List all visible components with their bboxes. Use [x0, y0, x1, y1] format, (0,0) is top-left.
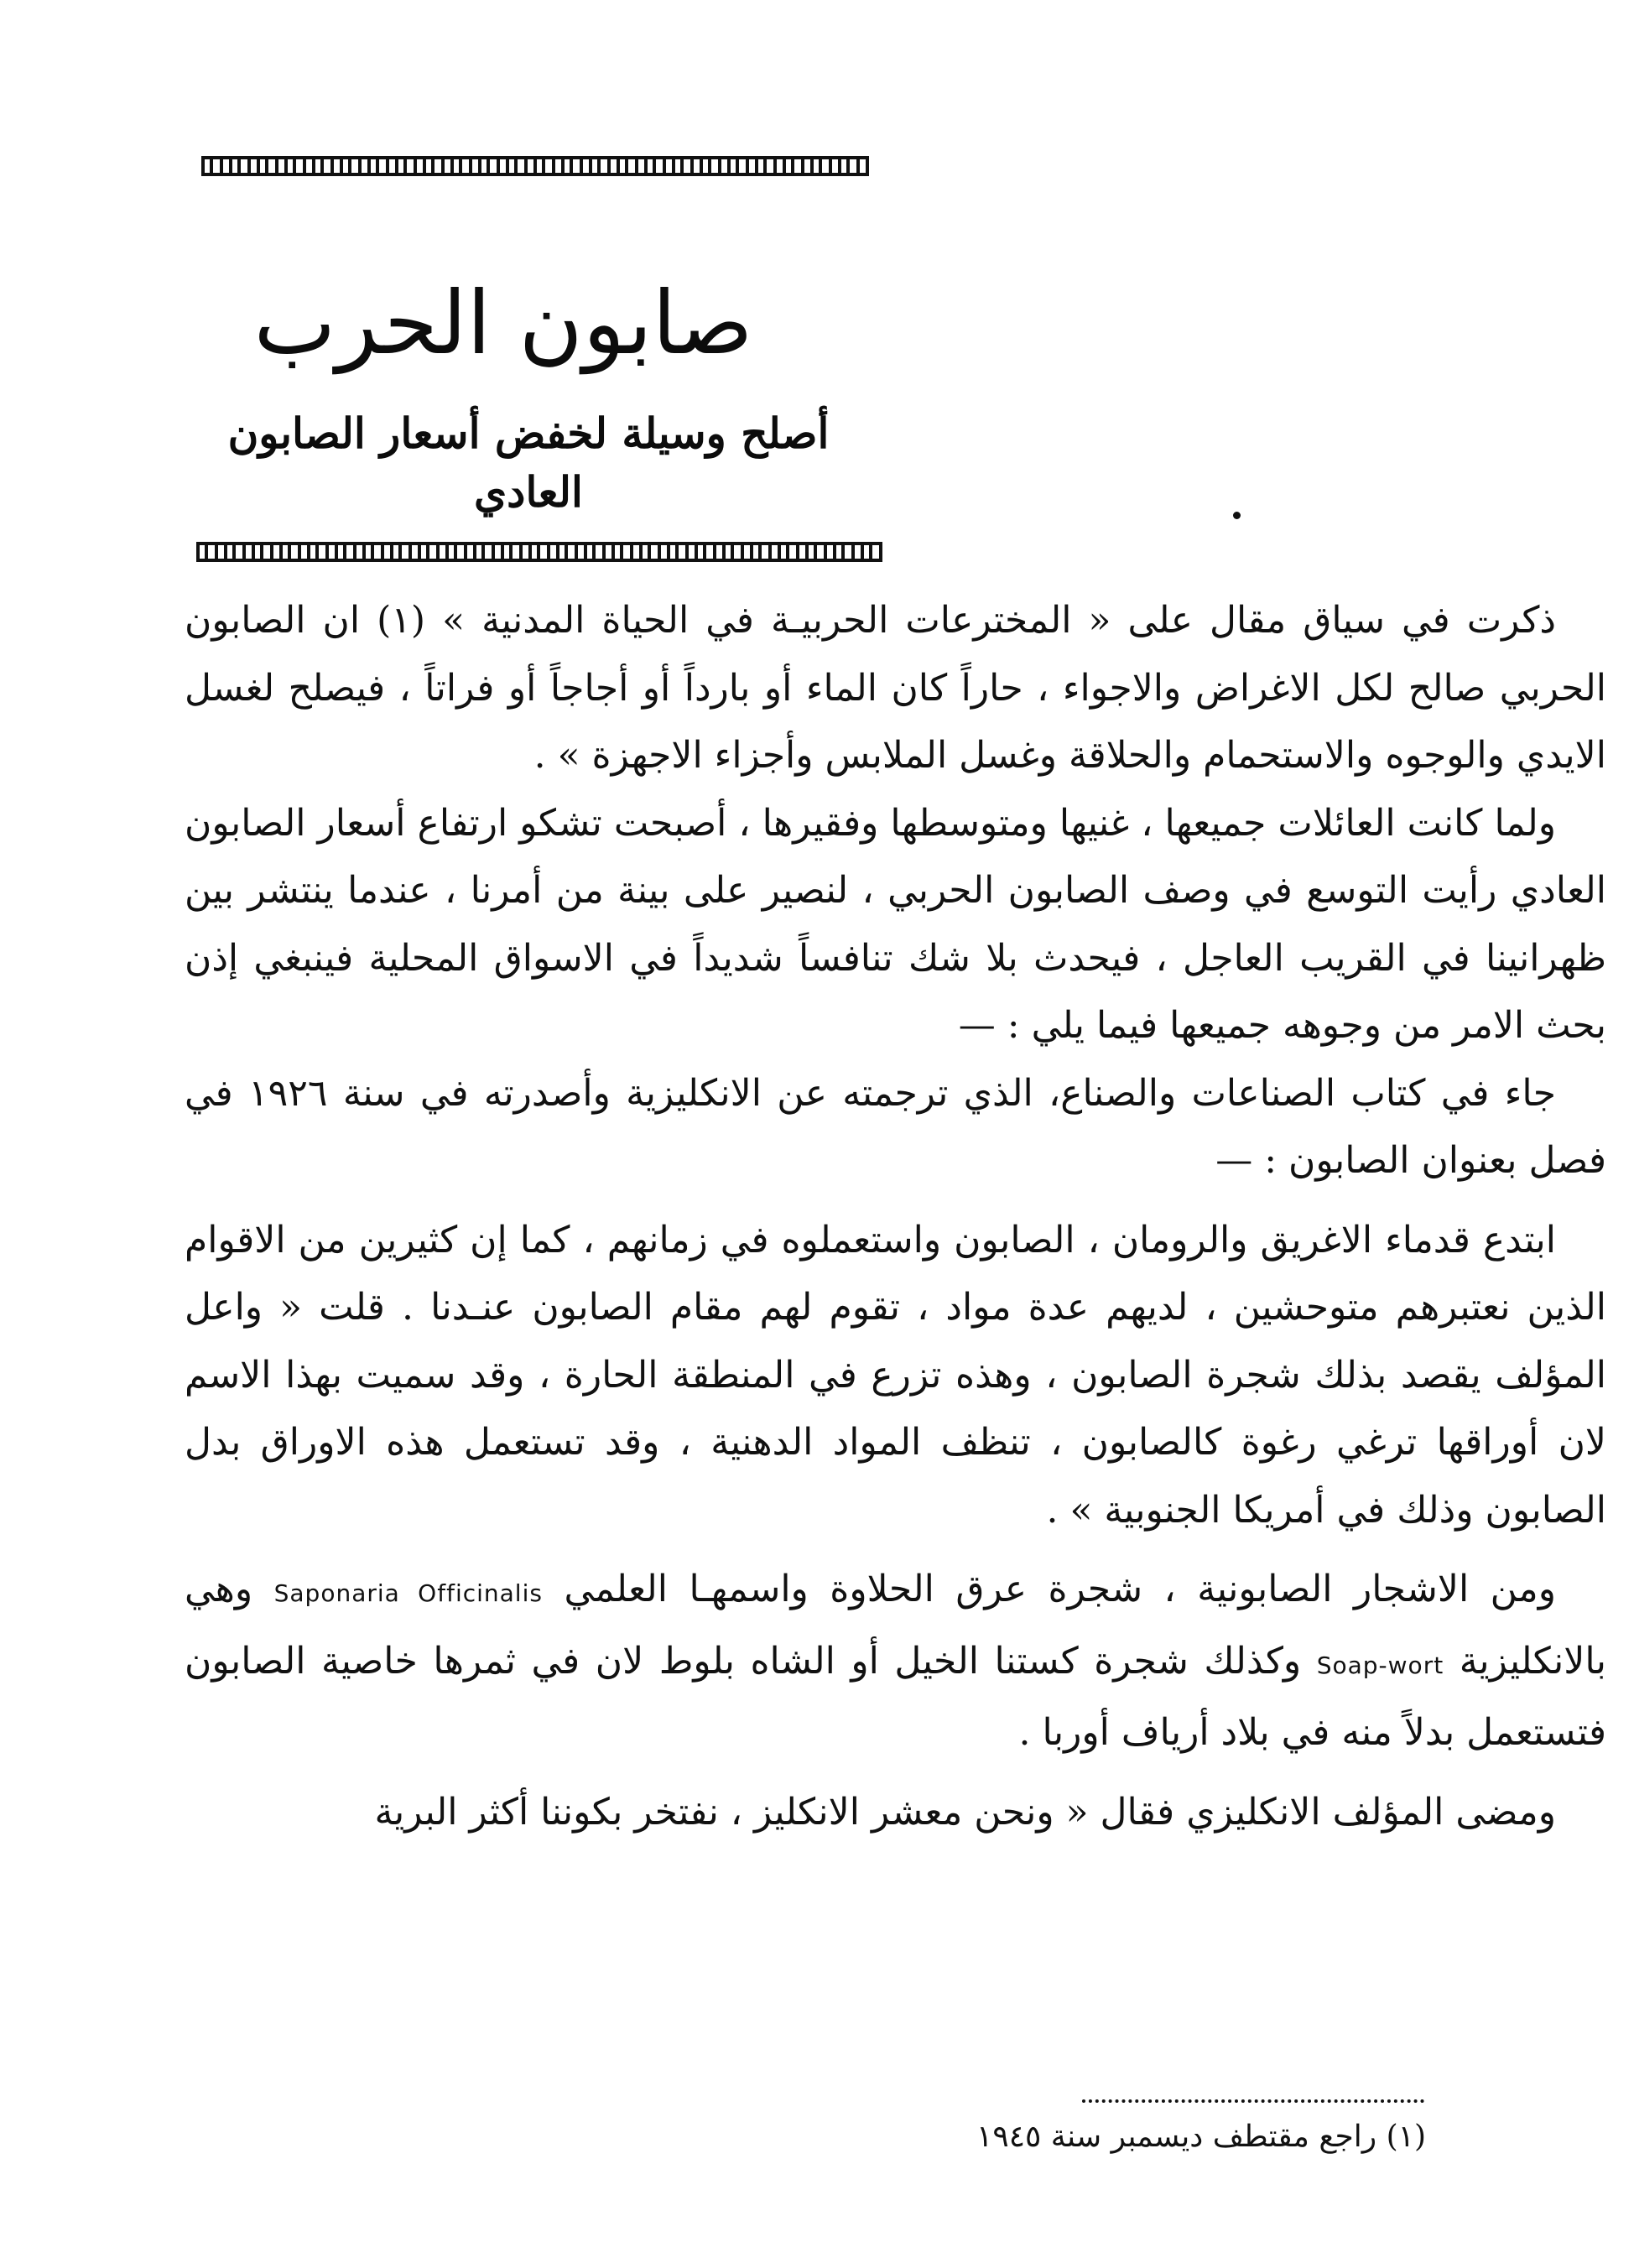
middle-ornamental-border — [196, 542, 882, 562]
english-name-intro: وهي بالانكليزية — [185, 1568, 1606, 1683]
english-name: Soap-wort — [1316, 1651, 1444, 1679]
paragraph-ancient-soap: ابتدع قدماء الاغريق والرومان ، الصابون واستعملوه في زمانهم ، كما إن كثيرين من الاقوام الذين نعتبرهم متوحشين ، لديهم عدة مواد ، تقوم لهم مقام الصابون عنـدنا . قلت « واعل المؤلف يقصد بذلك شجرة الصابون ، وهذه تزرع في المنطقة الحارة ، وقد سميت بهذا الاسم لان أوراقها ترغي رغوة كالصابون ، تنظف المواد الدهنية ، وقد تستعمل هذه الاوراق بدل الصابون وذلك في أمريكا الجنوبية » . — [185, 1218, 1606, 1532]
footnote-divider — [1082, 2099, 1424, 2103]
soap-plants-text: ومن الاشجار الصابونية ، شجرة عرق الحلاوة واسمهـا العلمي — [564, 1568, 1556, 1610]
scientific-name: Saponaria Officinalis — [273, 1579, 543, 1607]
paragraph-book-reference: جاء في كتاب الصناعات والصناع، الذي ترجمته عن الانكليزية وأصدرته في سنة ١٩٢٦ في فصل بعنوان الصابون : — — [185, 1071, 1606, 1182]
print-dot — [1233, 512, 1241, 519]
chestnut-text: وكذلك شجرة كستنا الخيل أو الشاه بلوط لان في ثمرها خاصية الصابون فتستعمل بدلاً منه في بلاد أرياف أوربا . — [185, 1639, 1606, 1754]
paragraph-intro: ذكرت في سياق مقال على « المخترعات الحربيـة في الحياة المدنية » (١) ان الصابون الحربي صالح لكل الاغراض والاجواء ، حاراً كان الماء أو بارداً أو أجاجاً أو فراتاً ، فيصلح لغسل الايدي والوجوه والاستحمام والحلاقة وغسل الملابس وأجزاء الاجهزة » . — [185, 599, 1607, 777]
top-ornamental-border — [201, 156, 869, 176]
paragraph-families: ولما كانت العائلات جميعها ، غنيها ومتوسطها وفقيرها ، أصبحت تشكو ارتفاع أسعار الصابون العادي رأيت التوسع في وصف الصابون الحربي ، لنصير على بينة من أمرنا ، عندما ينتشر بين ظهرانينا في القريب العاجل ، فيحدث بلا شك تنافساً شديداً في الاسواق المحلية فينبغي إذن بحث الامر من وجوهه جميعها فيما يلي : — — [185, 801, 1606, 1047]
article-subtitle: أصلح وسيلة لخفض أسعار الصابون العادي — [227, 408, 830, 517]
paragraph-soap-plants — [185, 1556, 1606, 1767]
footnote: (١) راجع مقتطف ديسمبر سنة ١٩٤٥ — [976, 2120, 1426, 2154]
article-title: صابون الحرب — [253, 272, 753, 374]
article-body — [185, 587, 1606, 1846]
paragraph-english-author: ومضى المؤلف الانكليزي فقال « ونحن معشر الانكليز ، نفتخر بكوننا أكثر البرية — [374, 1790, 1556, 1834]
